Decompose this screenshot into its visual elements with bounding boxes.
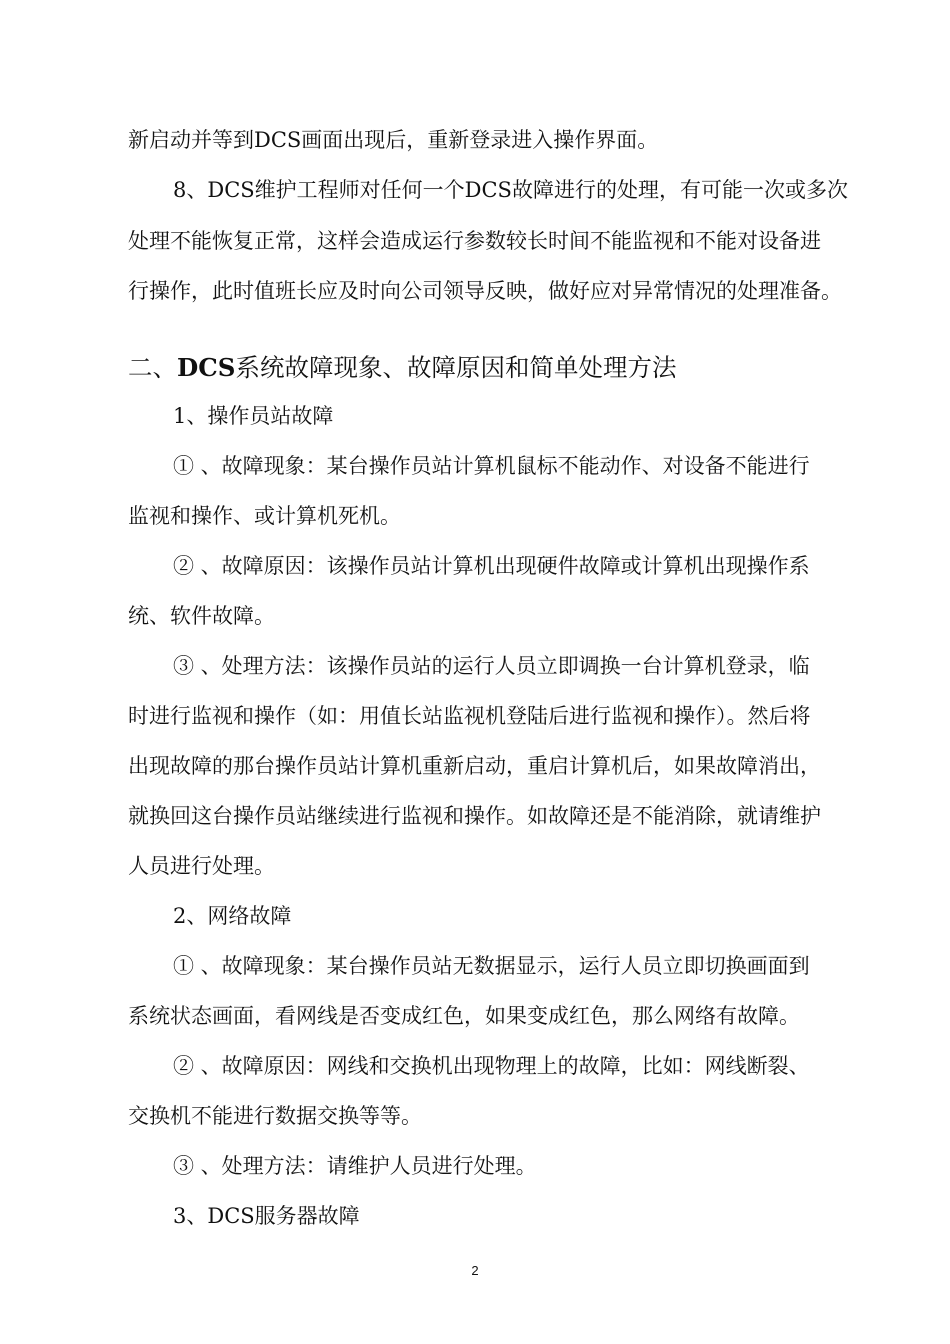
subsection-title: 3、DCS服务器故障: [173, 1204, 360, 1228]
paragraph-line: 行操作，此时值班长应及时向公司领导反映，做好应对异常情况的处理准备。: [128, 279, 842, 303]
paragraph-line: 处理不能恢复正常，这样会造成运行参数较长时间不能监视和不能对设备进: [128, 229, 821, 253]
paragraph-line: ③ 、处理方法：该操作员站的运行人员立即调换一台计算机登录，临: [173, 654, 810, 678]
paragraph-line: 就换回这台操作员站继续进行监视和操作。如故障还是不能消除，就请维护: [128, 804, 821, 828]
paragraph-line: ① 、故障现象：某台操作员站计算机鼠标不能动作、对设备不能进行: [173, 454, 810, 478]
section-heading-text: 系统故障现象、故障原因和简单处理方法: [235, 353, 677, 382]
section-heading-prefix: 二、: [128, 353, 177, 382]
section-heading: [128, 353, 676, 383]
paragraph-line: 8、DCS维护工程师对任何一个DCS故障进行的处理，有可能一次或多次: [173, 178, 848, 202]
paragraph-line: ③ 、处理方法：请维护人员进行处理。: [173, 1154, 537, 1178]
paragraph-line: 交换机不能进行数据交换等等。: [128, 1104, 422, 1128]
paragraph-line: 监视和操作、或计算机死机。: [128, 504, 401, 528]
subsection-title: 1、操作员站故障: [173, 404, 334, 428]
subsection-title: 2、网络故障: [173, 904, 292, 928]
paragraph-line: 统、软件故障。: [128, 604, 275, 628]
section-heading-latin: DCS: [177, 353, 236, 382]
paragraph-line: ② 、故障原因：该操作员站计算机出现硬件故障或计算机出现操作系: [173, 554, 810, 578]
paragraph-line: ① 、故障现象：某台操作员站无数据显示，运行人员立即切换画面到: [173, 954, 810, 978]
paragraph-line: 系统状态画面，看网线是否变成红色，如果变成红色，那么网络有故障。: [128, 1004, 800, 1028]
page-number: 2: [471, 1263, 479, 1278]
paragraph-line: 人员进行处理。: [128, 854, 275, 878]
paragraph-line: 出现故障的那台操作员站计算机重新启动，重启计算机后，如果故障消出，: [128, 754, 821, 778]
paragraph-line: ② 、故障原因：网线和交换机出现物理上的故障，比如：网线断裂、: [173, 1054, 810, 1078]
paragraph-line: 时进行监视和操作（如：用值长站监视机登陆后进行监视和操作）。然后将: [128, 704, 811, 728]
paragraph-line: 新启动并等到DCS画面出现后，重新登录进入操作界面。: [128, 128, 659, 152]
